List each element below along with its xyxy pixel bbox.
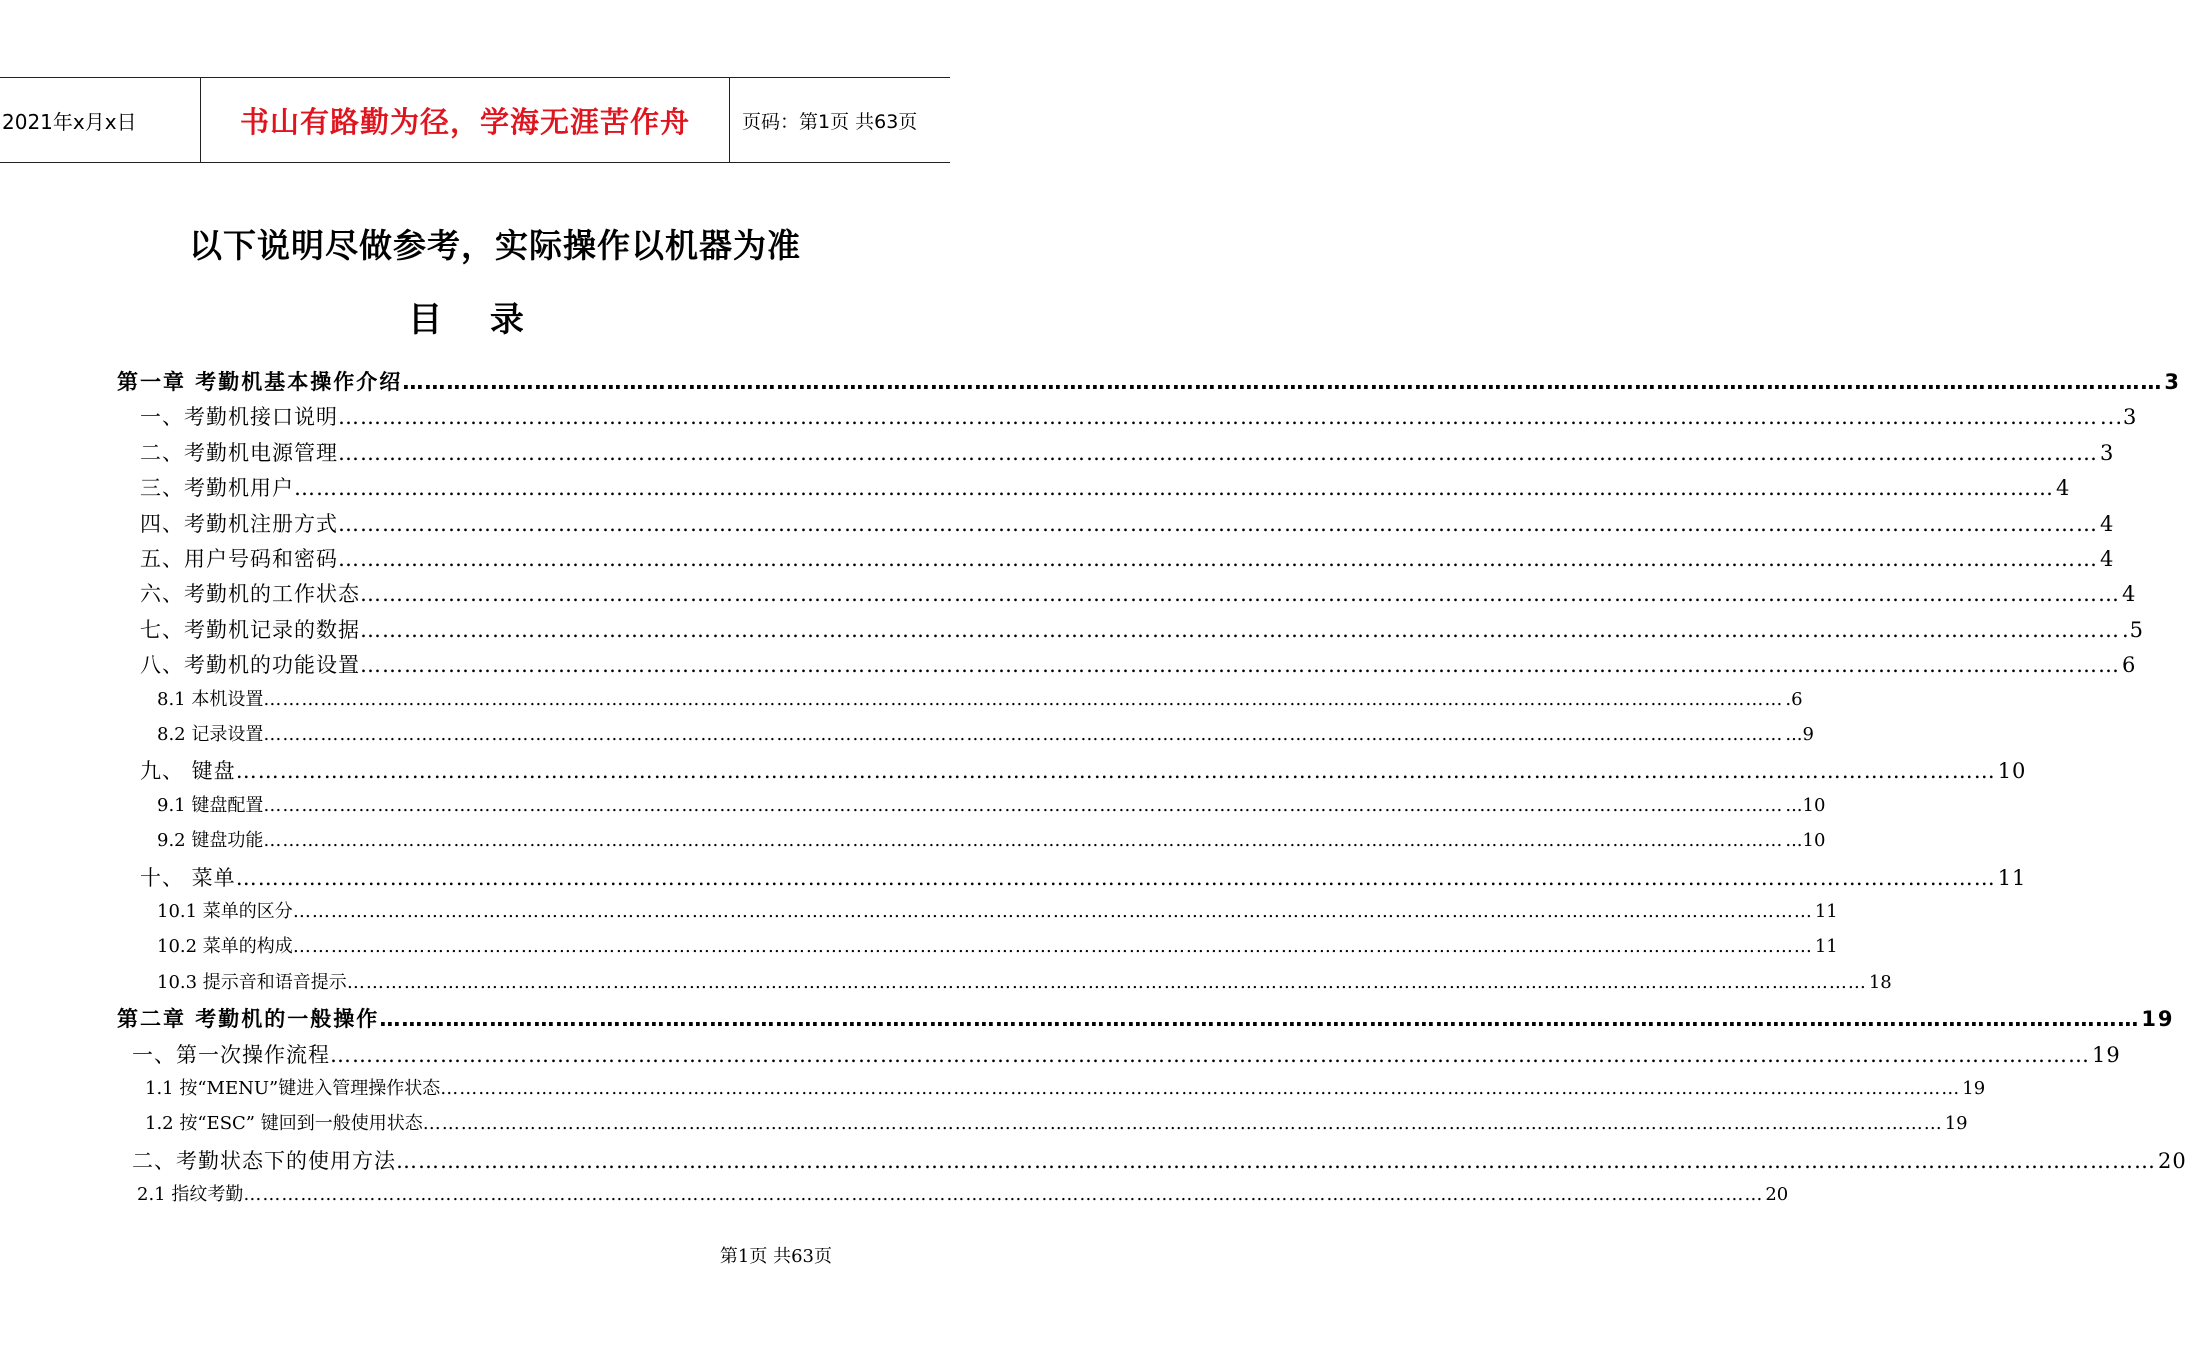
toc-entry-label: 10.3 提示音和语音提示 (157, 971, 347, 993)
toc-entry-page: ...10 (1785, 830, 1826, 852)
toc-entry-label: 10.2 菜单的构成 (157, 936, 293, 958)
toc-entry[interactable] (132, 1039, 2121, 1069)
page-header (0, 77, 950, 163)
toc-entry[interactable] (157, 685, 1803, 711)
toc-entry-page: 19 (2141, 1007, 2175, 1032)
toc-entry-label: 七、考勤机记录的数据 (140, 617, 360, 642)
toc-entry-label: 二、考勤状态下的使用方法 (132, 1148, 396, 1173)
toc-leader-dots: …………………………………………………………………………………………………………………………………………………………………………………………………………………… (379, 1007, 2140, 1032)
toc-leader-dots: …………………………………………………………………………………………………………………………………………………………………………………………………………………… (292, 901, 1813, 922)
toc-leader-dots: …………………………………………………………………………………………………………………………………………………………………………………………………………………… (360, 617, 2120, 642)
toc-entry-page: ...9 (1785, 724, 1814, 745)
toc-entry[interactable] (157, 826, 1826, 852)
toc-entry-label: 一、第一次操作流程 (132, 1042, 330, 1067)
toc-entry-label: 2.1 指纹考勤 (137, 1184, 244, 1206)
toc-entry-page: 10 (1997, 759, 2027, 784)
toc-leader-dots: …………………………………………………………………………………………………………………………………………………………………………………………………………………… (396, 1148, 2156, 1173)
toc-heading: 目 录 (408, 300, 542, 340)
toc-entry-page: 11 (1814, 901, 1838, 922)
toc-entry-label: 8.2 记录设置 (157, 724, 264, 745)
toc-entry-label: 四、考勤机注册方式 (140, 511, 338, 536)
toc-entry-label: 第二章 考勤机的一般操作 (117, 1007, 380, 1032)
toc-entry[interactable] (117, 1003, 2175, 1033)
toc-leader-dots: …………………………………………………………………………………………………………………………………………………………………………………………………………………… (292, 936, 1813, 958)
toc-entry[interactable] (140, 508, 2115, 538)
toc-entry-page: 4 (2122, 582, 2137, 607)
toc-leader-dots: …………………………………………………………………………………………………………………………………………………………………………………………………………………… (360, 653, 2120, 678)
toc-leader-dots: …………………………………………………………………………………………………………………………………………………………………………………………………………………… (235, 865, 1996, 890)
toc-entry[interactable] (140, 649, 2137, 679)
toc-entry-page: 19 (1944, 1113, 1968, 1135)
toc-leader-dots: …………………………………………………………………………………………………………………………………………………………………………………………………………………… (422, 1113, 1943, 1135)
toc-entry-page: ...10 (1785, 794, 1826, 816)
toc-entry[interactable] (157, 897, 1838, 923)
toc-entry-label: 三、考勤机用户 (140, 476, 294, 501)
toc-entry[interactable] (140, 578, 2137, 608)
toc-entry-page: ...3 (2100, 405, 2138, 430)
toc-entry[interactable] (157, 932, 1838, 958)
toc-leader-dots: …………………………………………………………………………………………………………………………………………………………………………………………………………………… (330, 1042, 2090, 1067)
toc-entry-label: 一、考勤机接口说明 (140, 405, 338, 430)
toc-entry[interactable] (140, 437, 2115, 467)
toc-entry[interactable] (157, 968, 1892, 994)
toc-entry-page: 18 (1868, 971, 1892, 993)
toc-entry-page: 4 (2100, 511, 2115, 536)
toc-entry[interactable] (145, 1109, 1968, 1135)
toc-entry-page: 6 (2122, 653, 2137, 678)
page-footer: 第1页 共63页 (719, 1246, 832, 1267)
toc-entry-page: .6 (1785, 688, 1803, 710)
toc-entry-page: .5 (2122, 617, 2145, 642)
toc-entry-page: 4 (2100, 547, 2115, 571)
toc-entry-label: 十、 菜单 (140, 865, 236, 890)
toc-entry-label: 10.1 菜单的区分 (157, 901, 293, 922)
toc-entry-label: 六、考勤机的工作状态 (140, 582, 360, 607)
toc-entry[interactable] (140, 614, 2145, 644)
toc-leader-dots: …………………………………………………………………………………………………………………………………………………………………………………………………………………… (235, 759, 1996, 784)
toc-entry[interactable] (140, 472, 2071, 502)
header-motto: 书山有路勤为径，学海无涯苦作舟 (200, 78, 730, 162)
toc-entry-page: 19 (1962, 1078, 1986, 1099)
toc-entry[interactable] (140, 401, 2138, 431)
toc-entry[interactable] (132, 1145, 2187, 1175)
toc-entry-page: 19 (2092, 1042, 2121, 1067)
toc-entry-label: 二、考勤机电源管理 (140, 440, 338, 465)
toc-leader-dots: …………………………………………………………………………………………………………………………………………………………………………………………………………………… (294, 476, 2054, 501)
toc-leader-dots: …………………………………………………………………………………………………………………………………………………………………………………………………………………… (338, 511, 2098, 536)
toc-entry[interactable] (117, 366, 2181, 396)
document-title: 以下说明尽做参考，实际操作以机器为准 (189, 226, 801, 265)
toc-entry-label: 1.2 按“ESC” 键回到一般使用状态 (145, 1113, 423, 1135)
toc-leader-dots: …………………………………………………………………………………………………………………………………………………………………………………………………………………… (263, 724, 1784, 745)
toc-entry-label: 8.1 本机设置 (157, 688, 264, 710)
toc-entry-label: 九、 键盘 (140, 759, 236, 784)
toc-entry[interactable] (137, 1180, 1789, 1206)
toc-leader-dots: …………………………………………………………………………………………………………………………………………………………………………………………………………………… (263, 688, 1784, 710)
toc-leader-dots: …………………………………………………………………………………………………………………………………………………………………………………………………………………… (440, 1078, 1961, 1099)
toc-entry[interactable] (140, 862, 2027, 892)
toc-entry-label: 八、考勤机的功能设置 (140, 653, 360, 678)
toc-leader-dots: …………………………………………………………………………………………………………………………………………………………………………………………………………………… (346, 971, 1867, 993)
toc-entry[interactable] (145, 1074, 1986, 1100)
toc-leader-dots: …………………………………………………………………………………………………………………………………………………………………………………………………………………… (243, 1184, 1764, 1206)
toc-leader-dots: …………………………………………………………………………………………………………………………………………………………………………………………………………………… (263, 794, 1784, 816)
toc-entry[interactable] (140, 543, 2115, 573)
toc-entry[interactable] (140, 755, 2027, 785)
toc-entry-page: 20 (1765, 1184, 1789, 1206)
toc-entry[interactable] (157, 720, 1814, 746)
toc-entry-label: 9.2 键盘功能 (157, 830, 264, 852)
toc-entry[interactable] (157, 791, 1826, 817)
toc-entry-page: 20 (2158, 1148, 2187, 1173)
toc-entry-page: 4 (2056, 476, 2071, 501)
toc-entry-label: 五、用户号码和密码 (140, 547, 338, 571)
toc-leader-dots: …………………………………………………………………………………………………………………………………………………………………………………………………………………… (360, 582, 2120, 607)
toc-entry-label: 第一章 考勤机基本操作介绍 (117, 370, 403, 394)
toc-leader-dots: …………………………………………………………………………………………………………………………………………………………………………………………………………………… (263, 830, 1784, 852)
toc-leader-dots: …………………………………………………………………………………………………………………………………………………………………………………………………………………… (338, 547, 2098, 571)
header-date: 2021年x月x日 (2, 109, 137, 134)
toc-entry-page: 11 (1814, 936, 1838, 958)
toc-entry-page: 3 (2164, 370, 2181, 394)
toc-entry-page: 11 (1997, 865, 2027, 890)
toc-leader-dots: …………………………………………………………………………………………………………………………………………………………………………………………………………………… (338, 405, 2098, 430)
header-page-info: 页码：第1页 共63页 (742, 110, 918, 133)
toc-leader-dots: …………………………………………………………………………………………………………………………………………………………………………………………………………………… (338, 440, 2098, 465)
toc-entry-label: 1.1 按“MENU”键进入管理操作状态 (145, 1078, 441, 1099)
toc-entry-label: 9.1 键盘配置 (157, 794, 264, 816)
toc-entry-page: 3 (2100, 440, 2115, 465)
toc-leader-dots: …………………………………………………………………………………………………………………………………………………………………………………………………………………… (402, 370, 2163, 394)
